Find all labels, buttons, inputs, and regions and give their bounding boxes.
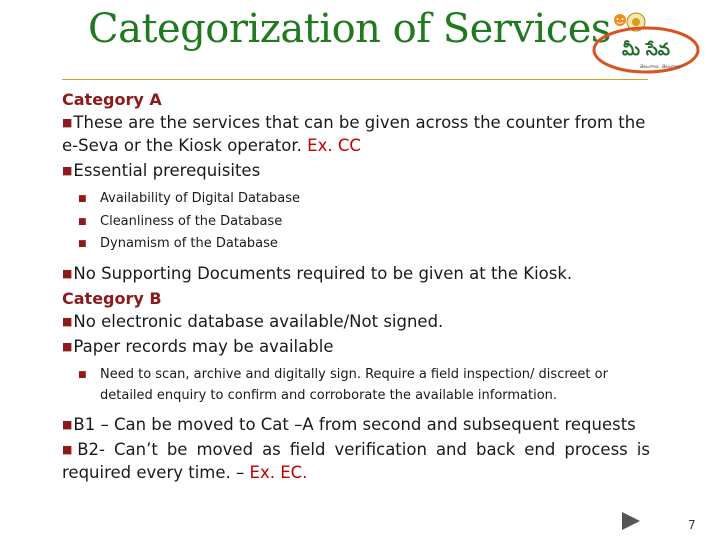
bullet-icon: ■ (62, 442, 77, 456)
bullet-icon: ■ (62, 339, 73, 353)
bullet-icon: ■ (62, 266, 73, 280)
svg-text:తెలంగాణ, తెలంగాణ: తెలంగాణ, తెలంగాణ (639, 64, 681, 70)
no-database-item: ■No electronic database available/Not signed. (62, 311, 444, 331)
category-a-description: ■These are the services that can be given across the counter from the e-Seva or the Kiosk operator. Ex. CC (62, 113, 646, 155)
list-item: ■ Dynamism of the Database (78, 233, 650, 256)
svg-text:మీ సేవ: మీ సేవ (622, 40, 670, 60)
b1-item: ■B1 – Can be moved to Cat –A from second and subsequent requests (62, 414, 636, 434)
list-item: ■ Availability of Digital Database (78, 188, 650, 211)
bullet-icon: ■ (62, 417, 73, 431)
paper-records-list (78, 364, 650, 407)
bullet-icon: ■ (78, 239, 87, 249)
no-documents-item: ■No Supporting Documents required to be given at the Kiosk. (62, 263, 573, 283)
list-item: ■ Need to scan, archive and digitally sign. Require a field inspection/ discreet or detailed enquiry to confirm and corroborate the available information. (78, 364, 650, 407)
paper-records-item: ■Paper records may be available (62, 336, 334, 356)
list-item: ■ Cleanliness of the Database (78, 211, 650, 234)
bullet-icon: ■ (78, 194, 87, 204)
mee-seva-logo (590, 8, 702, 78)
bullet-icon: ■ (78, 216, 87, 227)
next-slide-arrow-icon[interactable] (622, 512, 640, 530)
category-b-heading: Category B (62, 288, 162, 308)
example-label: Ex. EC. (249, 462, 308, 482)
prerequisites-item: ■Essential prerequisites (62, 161, 261, 180)
bullet-icon: ■ (78, 369, 87, 380)
page-number: 7 (688, 518, 696, 532)
bullet-icon: ■ (62, 164, 73, 177)
category-a-heading: Category A (62, 90, 162, 109)
slide-title: Categorization of Services (88, 6, 611, 52)
slide-body (62, 88, 650, 486)
title-underline (62, 79, 648, 80)
prerequisites-list (78, 188, 650, 256)
bullet-icon: ■ (62, 116, 73, 129)
example-label: Ex. CC (307, 136, 361, 155)
b2-item: ■B2- Can’t be moved as field verification and back end process is required every time. – Ex. EC. (62, 439, 650, 482)
bullet-icon: ■ (62, 314, 73, 328)
